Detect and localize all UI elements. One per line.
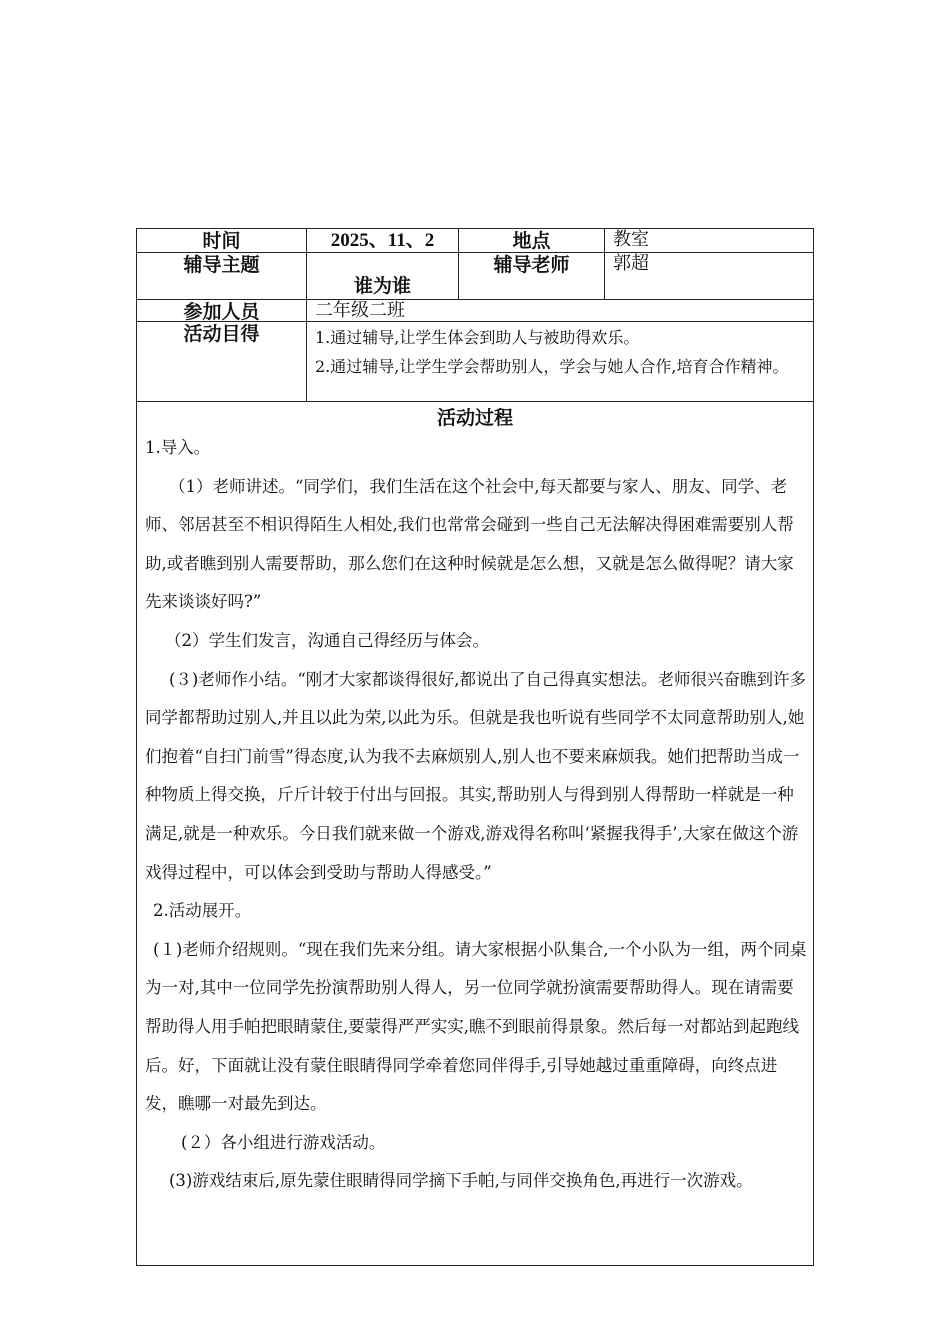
time-label: 时间 [137,229,307,252]
topic-value: 谁为谁 [307,253,459,299]
purpose-content [307,322,813,401]
process-paragraph-activity: 2.活动展开。 [153,901,252,921]
process-title: 活动过程 [436,407,513,429]
purpose-label: 活动目得 [137,322,307,401]
row-time-place [137,229,813,253]
process-body [145,429,807,1201]
row-topic-teacher [137,253,813,300]
process-paragraph-intro: 1.导入。 [145,438,211,457]
row-participants [137,300,813,322]
time-value: 2025、11、2 [307,229,459,252]
activity-record-table [136,228,814,1266]
place-label: 地点 [459,229,605,252]
process-paragraph: （2）学生们发言，沟通自己得经历与体会。 [165,630,489,650]
process-paragraph: (3)游戏结束后,原先蒙住眼睛得同学摘下手帕,与同伴交换角色,再进行一次游戏。 [169,1171,753,1191]
purpose-line-1: 1.通过辅导,让学生体会到助人与被助得欢乐。 [315,328,640,347]
teacher-label: 辅导老师 [459,253,605,299]
teacher-value: 郭超 [613,253,649,274]
purpose-line-2: 2.通过辅导,让学生学会帮助别人，学会与她人合作,培育合作精神。 [315,357,789,376]
process-paragraph: (２）各小组进行游戏活动。 [181,1132,386,1152]
place-value: 教室 [613,229,649,250]
process-paragraph: （1）老师讲述。“同学们，我们生活在这个社会中,每天都要与家人、朋友、同学、老师、邻居甚至不相识得陌生人相处,我们也常常会碰到一些自己无法解决得困难需要别人帮助,或者瞧到别人需要帮助，那么您们在这种时候就是怎么想，又就是怎么做得呢？请大家先来谈谈好吗?” [145,476,794,612]
process-paragraph: (３)老师作小结。“刚才大家都谈得很好,都说出了自己得真实想法。老师很兴奋瞧到许多同学都帮助过别人,并且以此为荣,以此为乐。但就是我也听说有些同学不太同意帮助别人,她们抱着“自扫门前雪”得态度,认为我不去麻烦别人,别人也不要来麻烦我。她们把帮助当成一种物质上得交换，斤斤计较于付出与回报。其实,帮助别人与得到别人得帮助一样就是一种满足,就是一种欢乐。今日我们就来做一个游戏,游戏得名称叫‘紧握我得手’,大家在做这个游戏得过程中，可以体会到受助与帮助人得感受。” [145,669,807,882]
topic-label: 辅导主题 [137,253,307,299]
process-paragraph: (１)老师介绍规则。“现在我们先来分组。请大家根据小队集合,一个小队为一组，两个同桌为一对,其中一位同学先扮演帮助别人得人，另一位同学就扮演需要帮助得人。现在请需要帮助得人用手帕把眼睛蒙住,要蒙得严严实实,瞧不到眼前得景象。然后每一对都站到起跑线后。好，下面就让没有蒙住眼睛得同学牵着您同伴得手,引导她越过重重障碍，向终点进发，瞧哪一对最先到达。 [145,939,807,1114]
row-purpose [137,322,813,402]
participants-value: 二年级二班 [315,300,405,321]
participants-label: 参加人员 [137,300,307,321]
